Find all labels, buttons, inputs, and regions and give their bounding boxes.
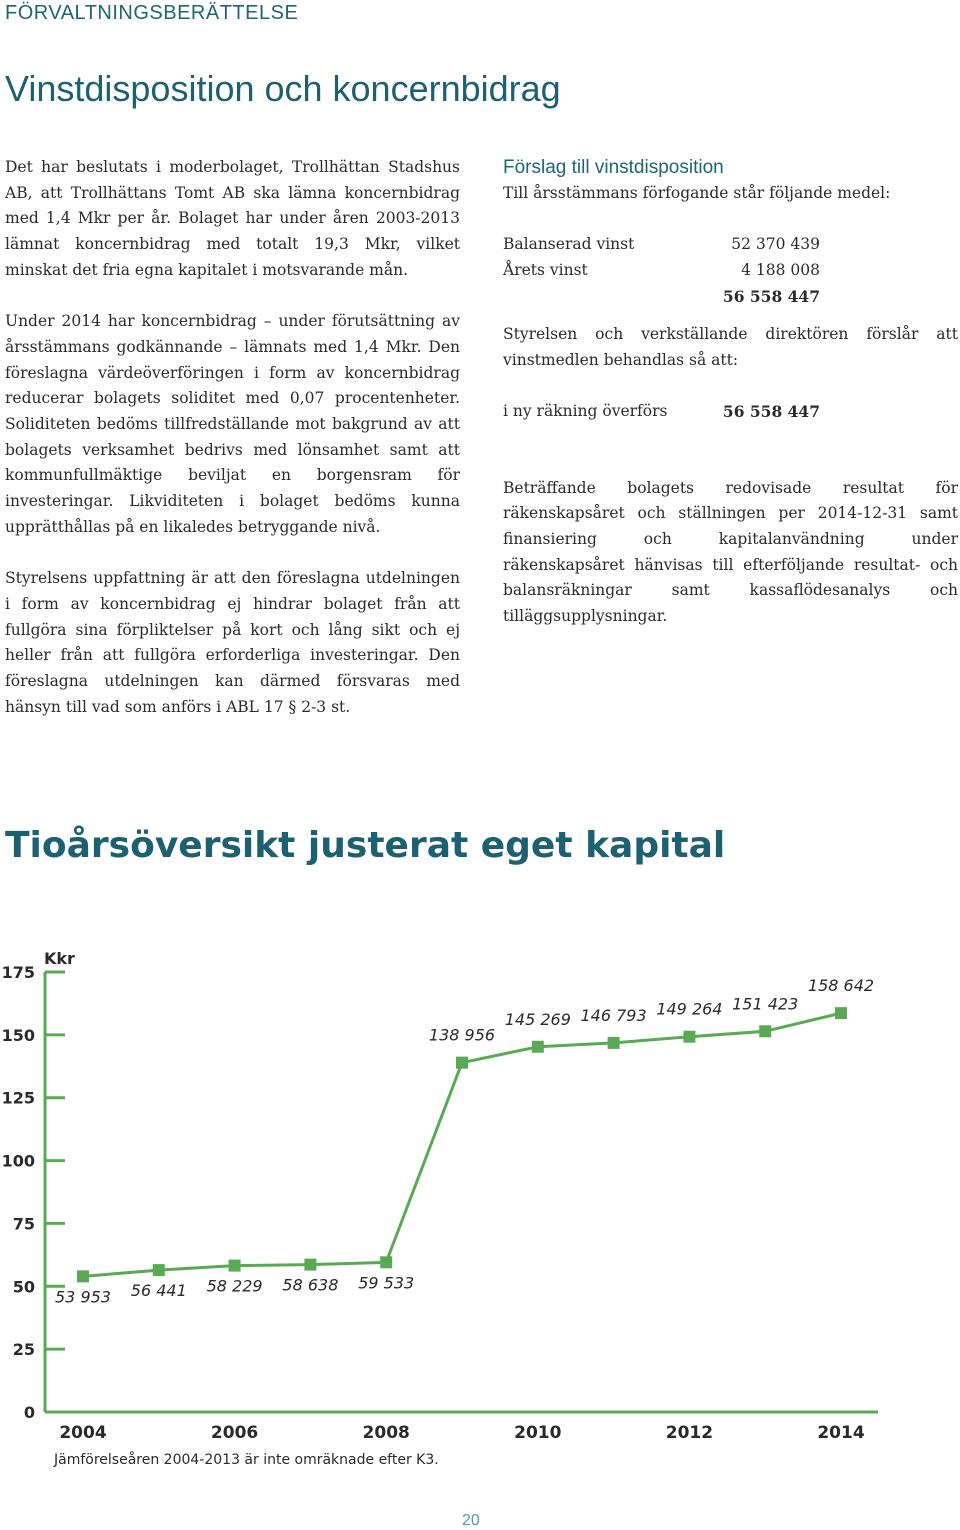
y-tick-label: 100: [1, 1151, 35, 1171]
data-point: [229, 1260, 241, 1272]
balanserad-vinst-value: 52 370 439: [731, 235, 820, 254]
proposal-text: Styrelsen och verkställande direktören förslår att vinstmedlen behandlas så att:: [503, 325, 958, 370]
row-balanserad-vinst: [503, 232, 958, 258]
x-tick-label: 2004: [59, 1423, 107, 1443]
data-point: [153, 1264, 165, 1276]
data-label: 149 264: [656, 999, 723, 1019]
data-point: [683, 1031, 695, 1043]
ny-rakning-label: i ny räkning överförs: [503, 401, 668, 420]
y-tick-label: 0: [23, 1403, 35, 1422]
data-label: 138 956: [428, 1025, 496, 1045]
summa-value: 56 558 447: [722, 286, 820, 306]
chart-title: Tioårsöversikt justerat eget kapital: [5, 825, 726, 866]
ny-rakning-value: 56 558 447: [722, 401, 820, 421]
arets-vinst-label: Årets vinst: [503, 261, 588, 280]
data-label: 145 269: [504, 1009, 571, 1029]
data-point: [304, 1259, 316, 1271]
vinstdisposition-intro: Till årsstämmans förfogande står följande medel:: [503, 184, 891, 202]
data-point: [759, 1025, 771, 1037]
y-tick-label: 25: [12, 1340, 35, 1360]
paragraph-koncernbidrag: Det har beslutats i moderbolaget, Trollhättan Stadshus AB, att Trollhättans Tomt AB ska lämna koncernbidrag med 1,4 Mkr per år. Bolaget har under åren 2003-2013 lämnat koncernbidrag med totalt 19,3 Mkr, vilket minskat det fria egna kapitalet i motsvarande mån.: [5, 158, 460, 279]
paragraph-soliditet: Under 2014 har koncernbidrag – under förutsättning av årsstämmans godkännande – lämnats med 1,4 Mkr. Den föreslagna värdeöverföringen i form av koncernbidrag reducerar bolagets soliditet med 0,07 procentenheter. Soliditeten bedöms tillfredställande mot bakgrund av att bolagets verksamhet bedrivs med lönsamhet samt att kommunfullmäktige beviljat en borgensram för investeringar. Likviditeten i bolaget bedöms kunna upprätthållas på en likaledes betryggande nivå.: [5, 312, 460, 536]
data-point: [608, 1037, 620, 1049]
data-label: 158 642: [807, 976, 875, 996]
data-label: 146 793: [580, 1005, 647, 1025]
y-tick-label: 75: [12, 1214, 35, 1234]
series-line: [83, 1013, 841, 1276]
x-tick-label: 2014: [817, 1423, 865, 1443]
page-title: Vinstdisposition och koncernbidrag: [5, 68, 561, 109]
x-tick-label: 2006: [210, 1423, 259, 1443]
x-tick-label: 2012: [665, 1423, 714, 1443]
balanserad-vinst-label: Balanserad vinst: [503, 235, 635, 254]
data-label: 58 638: [282, 1275, 339, 1295]
y-tick-label: 150: [1, 1025, 35, 1045]
data-label: 58 229: [206, 1276, 263, 1296]
data-label: 56 441: [130, 1281, 187, 1301]
left-column: [5, 155, 460, 746]
vinstdisposition-heading: Förslag till vinstdisposition: [503, 157, 724, 178]
row-ny-rakning: [503, 399, 958, 425]
y-tick-label: 50: [12, 1277, 35, 1297]
chart-footnote: Jämförelseåren 2004-2013 är inte omräknade efter K3.: [54, 1452, 439, 1468]
data-point: [532, 1041, 544, 1053]
data-point: [456, 1057, 468, 1069]
paragraph-styrelsens-uppfattning: Styrelsens uppfattning är att den föreslagna utdelningen i form av koncernbidrag ej hindrar bolaget från att fullgöra sina förpliktelser på kort och lång sikt och ej heller från att fullgöra erforderliga investeringar. Den föreslagna utdelningen kan därmed försvaras med hänsyn till vad som anförs i ABL 17 § 2-3 st.: [5, 569, 460, 716]
data-label: 151 423: [732, 994, 799, 1014]
row-summa: [503, 284, 958, 310]
y-axis-label: Kkr: [44, 949, 75, 968]
row-arets-vinst: [503, 258, 958, 284]
data-point: [835, 1007, 847, 1019]
x-tick-label: 2008: [362, 1423, 410, 1443]
right-column: [503, 155, 958, 630]
chart-svg: [0, 940, 960, 1460]
y-tick-label: 175: [1, 963, 35, 982]
arets-vinst-value: 4 188 008: [741, 261, 820, 280]
x-tick-label: 2010: [514, 1423, 562, 1443]
data-label: 59 533: [358, 1273, 415, 1293]
closing-text: Beträffande bolagets redovisade resultat för räkenskapsåret och ställningen per 2014-12-31 samt finansiering och kapitalanvändning under räkenskapsåret hänvisas till efterföljande resultat- och balansräkningar samt kassaflödesanalys och tilläggsupplysningar.: [503, 478, 958, 626]
data-point: [380, 1256, 392, 1268]
equity-chart: [0, 940, 960, 1500]
y-tick-label: 125: [1, 1088, 35, 1108]
section-label: FÖRVALTNINGSBERÄTTELSE: [5, 2, 299, 24]
data-point: [77, 1270, 89, 1282]
data-label: 53 953: [55, 1287, 111, 1307]
page-number: 20: [462, 1512, 480, 1529]
